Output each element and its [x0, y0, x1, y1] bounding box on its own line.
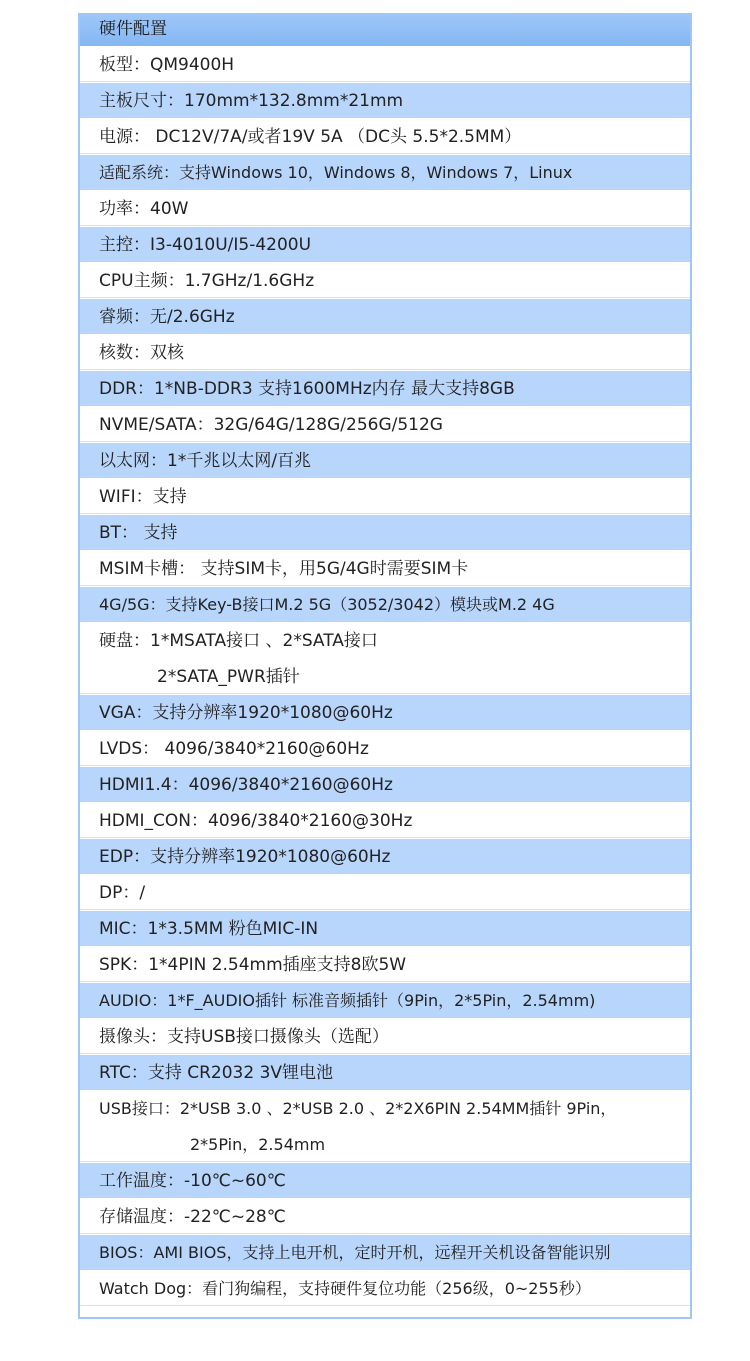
spec-row-edp: EDP：支持分辨率1920*1080@60Hz: [80, 838, 690, 874]
spec-row-dp: DP：/: [80, 874, 690, 910]
spec-row-ethernet: 以太网：1*千兆以太网/百兆: [80, 442, 690, 478]
spec-row-board-type: 板型：QM9400H: [80, 46, 690, 82]
spec-row-usb: [80, 1090, 690, 1162]
spec-row-hdmi14: HDMI1.4：4096/3840*2160@60Hz: [80, 766, 690, 802]
spec-row-supported-os: 适配系统：支持Windows 10，Windows 8，Windows 7，Linux: [80, 154, 690, 190]
spec-row-storage-line1: 硬盘：1*MSATA接口 、2*SATA接口: [99, 631, 378, 651]
spec-row-storage-line2: 2*SATA_PWR插针: [157, 667, 300, 687]
spec-row-lvds: LVDS： 4096/3840*2160@60Hz: [80, 730, 690, 766]
spec-row-nvme-sata: NVME/SATA：32G/64G/128G/256G/512G: [80, 406, 690, 442]
spec-row-power-supply: 电源： DC12V/7A/或者19V 5A （DC头 5.5*2.5MM）: [80, 118, 690, 154]
spec-row-usb-line2: 2*5Pin，2.54mm: [190, 1135, 326, 1154]
spec-row-mic: MIC：1*3.5MM 粉色MIC-IN: [80, 910, 690, 946]
spec-row-turbo-frequency: 睿频：无/2.6GHz: [80, 298, 690, 334]
spec-row-speaker: SPK：1*4PIN 2.54mm插座支持8欧5W: [80, 946, 690, 982]
spec-row-operating-temp: 工作温度：-10℃~60℃: [80, 1162, 690, 1198]
spec-row-bios: BIOS：AMI BIOS，支持上电开机，定时开机，远程开关机设备智能识别: [80, 1234, 690, 1270]
spec-table-header: 硬件配置: [80, 13, 690, 46]
spec-row-rtc: RTC：支持 CR2032 3V锂电池: [80, 1054, 690, 1090]
spec-row-power: 功率：40W: [80, 190, 690, 226]
spec-row-vga: VGA：支持分辨率1920*1080@60Hz: [80, 694, 690, 730]
spec-row-cores: 核数：双核: [80, 334, 690, 370]
spec-row-cpu-frequency: CPU主频：1.7GHz/1.6GHz: [80, 262, 690, 298]
spec-row-sim-slot: MSIM卡槽： 支持SIM卡，用5G/4G时需要SIM卡: [80, 550, 690, 586]
spec-row-watchdog: Watch Dog：看门狗编程，支持硬件复位功能（256级，0~255秒）: [80, 1270, 690, 1306]
spec-row-audio: AUDIO：1*F_AUDIO插针 标准音频插针（9Pin，2*5Pin，2.54mm): [80, 982, 690, 1018]
spec-row-storage: [80, 622, 690, 694]
spec-row-wifi: WIFI：支持: [80, 478, 690, 514]
spec-row-usb-line1: USB接口：2*USB 3.0 、2*USB 2.0 、2*2X6PIN 2.54MM插针 9Pin，: [99, 1099, 617, 1118]
spec-row-processor: 主控：I3-4010U/I5-4200U: [80, 226, 690, 262]
spec-row-bluetooth: BT： 支持: [80, 514, 690, 550]
spec-row-hdmi-con: HDMI_CON：4096/3840*2160@30Hz: [80, 802, 690, 838]
spec-row-storage-temp: 存储温度：-22℃~28℃: [80, 1198, 690, 1234]
spec-row-ddr: DDR：1*NB-DDR3 支持1600MHz内存 最大支持8GB: [80, 370, 690, 406]
spec-row-4g-5g: 4G/5G：支持Key-B接口M.2 5G（3052/3042）模块或M.2 4G: [80, 586, 690, 622]
spec-row-camera: 摄像头：支持USB接口摄像头（选配）: [80, 1018, 690, 1054]
hardware-spec-table: [78, 13, 692, 1319]
spec-row-board-size: 主板尺寸：170mm*132.8mm*21mm: [80, 82, 690, 118]
